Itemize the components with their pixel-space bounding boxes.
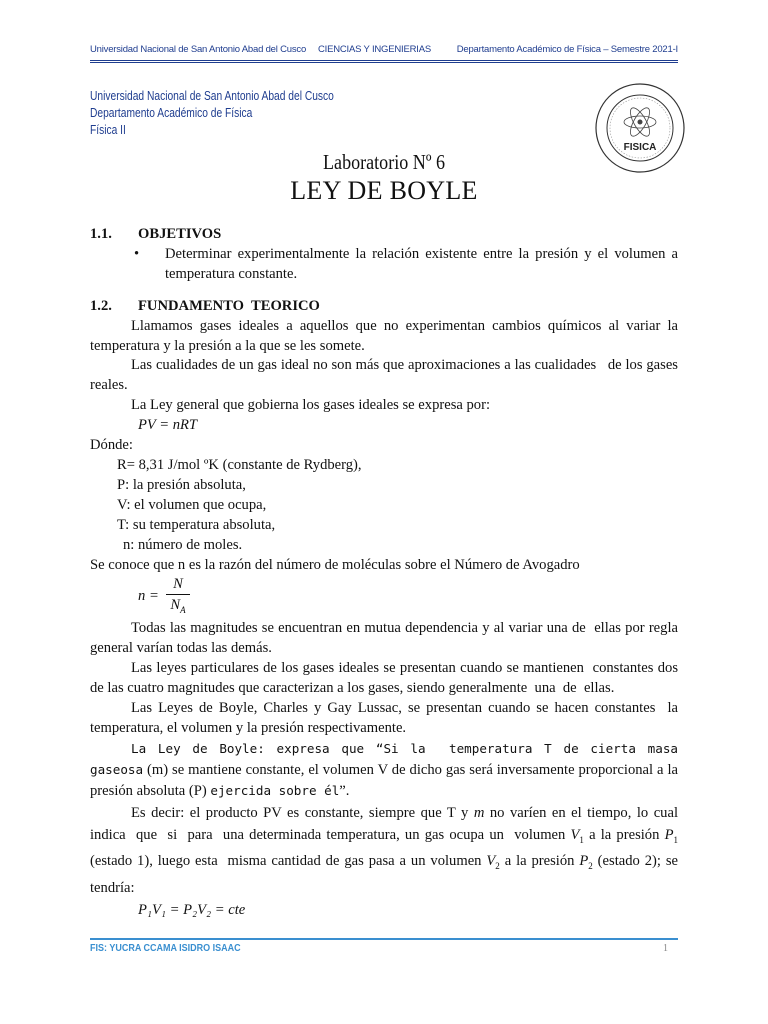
boyle-quote: “Si la temperatura T de cierta masa gaseosa <box>90 740 686 777</box>
equation-ideal-gas: PV = nRT <box>138 417 198 434</box>
header-department: Departamento Académico de Física – Semestre 2021-I <box>456 44 678 55</box>
definition-r: R= 8,31 J/mol ºK (constante de Rydberg), <box>117 456 362 473</box>
header-university: Universidad Nacional de San Antonio Abad del Cusco <box>90 44 307 55</box>
boyle-lead: La Ley de Boyle: expresa que <box>131 740 365 756</box>
section-heading-objectives <box>90 225 678 245</box>
paragraph: Las Leyes de Boyle, Charles y Gay Lussac, se presentan cuando se hacen constantes la temperatura, el volumen y la presión respectivamente. <box>90 700 682 736</box>
fraction <box>170 575 186 621</box>
header-rule-top <box>90 60 678 61</box>
page-number: 1 <box>663 943 668 954</box>
definition-t: T: su temperatura absoluta, <box>117 516 276 533</box>
institution-university: Universidad Nacional de San Antonio Abad del Cusco <box>90 89 334 103</box>
fraction-denominator: $N_A$ <box>170 597 186 616</box>
document-body <box>90 225 686 921</box>
section-title: FUNDAMENTO TEORICO <box>138 297 320 314</box>
bullet-item <box>90 245 678 285</box>
institution-block <box>90 88 334 139</box>
definition-p: P: la presión absoluta, <box>117 476 246 493</box>
section-heading-theory <box>90 297 678 317</box>
running-header <box>90 44 678 58</box>
equation-avogadro <box>90 575 678 619</box>
document-title: LEY DE BOYLE <box>290 176 478 205</box>
section-title: OBJETIVOS <box>138 226 222 242</box>
boyle-end: ”. <box>339 782 350 799</box>
objective-text: Determinar experimentalmente la relación existente entre la presión y el volumen a temperatura constante. <box>165 245 678 282</box>
seal-text: FISICA <box>623 142 657 153</box>
section-number: 1.1. <box>90 226 112 242</box>
fraction-bar <box>166 594 190 595</box>
definition-n: n: número de moles. <box>123 536 243 553</box>
footer-author: FIS: YUCRA CCAMA ISIDRO ISAAC <box>90 943 241 954</box>
equation-boyle: P₁V₁ = P₂V₂ = cte <box>138 902 246 919</box>
institution-department: Departamento Académico de Física <box>90 106 253 120</box>
header-rule-bottom <box>90 62 678 63</box>
paragraph: Las leyes particulares de los gases ideales se presentan cuando se mantienen constantes dos de las cuatro magnitudes que caracterizan a los gases, siendo generalmente una de ellas. <box>90 660 682 697</box>
paragraph: Las cualidades de un gas ideal no son más que aproximaciones a las cualidades de los gases reales. <box>90 357 682 394</box>
paragraph-boyle-law <box>90 739 686 802</box>
header-faculty: CIENCIAS Y INGENIERIAS <box>318 44 431 55</box>
paragraph: Se conoce que n es la razón del número de moléculas sobre el Número de Avogadro <box>90 556 580 573</box>
paragraph: Llamamos gases ideales a aquellos que no experimentan cambios químicos al variar la temperatura y la presión a la que se les somete. <box>90 317 678 354</box>
boyle-text: (m) se mantiene constante, el volumen V de dicho gas será inversamente proporcional a la presión absoluta (P) <box>90 761 678 799</box>
fraction-lhs: n = <box>138 588 159 605</box>
definition-v: V: el volumen que ocupa, <box>117 496 267 513</box>
fraction-numerator: N <box>173 576 183 593</box>
bullet-icon: • <box>134 245 140 262</box>
boyle-exerted: ejercida sobre él <box>210 782 340 798</box>
institution-course: Física II <box>90 123 126 137</box>
paragraph: Todas las magnitudes se encuentran en mutua dependencia y al variar una de ellas por regla general varían todas las demás. <box>90 620 682 657</box>
where-label: Dónde: <box>90 437 133 454</box>
lab-number: Laboratorio Nº 6 <box>323 150 445 174</box>
section-number: 1.2. <box>90 297 112 314</box>
paragraph-product: Es decir: el producto PV es constante, siempre que T y m no varíen en el tiempo, lo cual indica que si para una determinada temperatura, un gas ocupa un volumen $V_1$ a la presión $P_1$ (estado 1), luego esta misma cantidad de gas pasa a un volumen $V_2$ a la presión $P_2$ (estado 2); se tendría: <box>90 804 682 897</box>
footer-rule <box>90 938 678 940</box>
paragraph: La Ley general que gobierna los gases ideales se expresa por: <box>131 397 491 414</box>
